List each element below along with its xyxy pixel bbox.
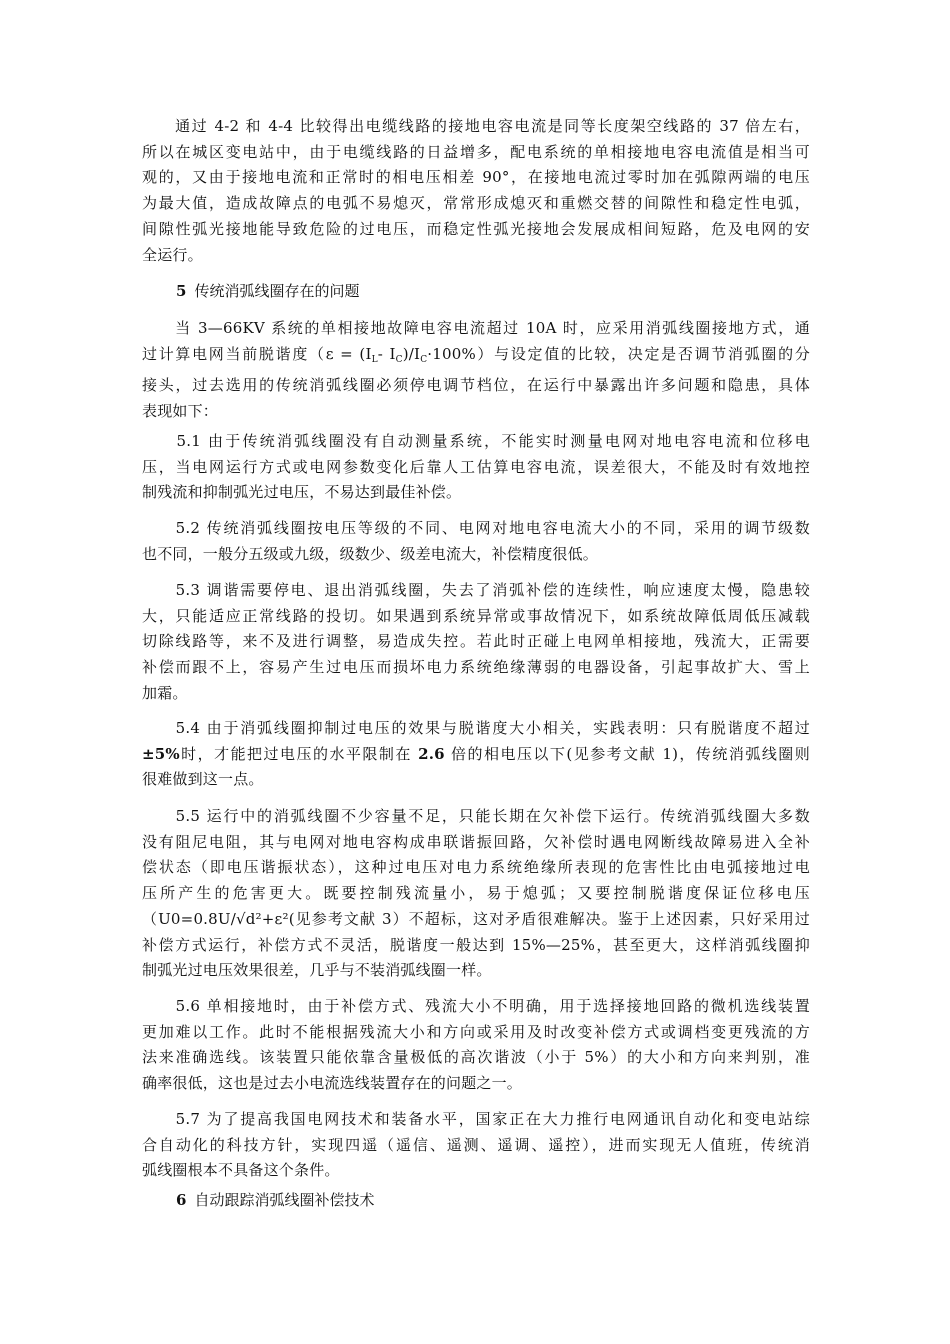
text-line: 补偿而跟不上，容易产生过电压而损坏电力系统绝缘薄弱的电器设备，引起事故扩大、雪上 [142,658,810,677]
section-heading-5 [176,279,359,303]
text-line: 观的，又由于接地电流和正常时的相电压相差 90°，在接地电流过零时加在弧隙两端的电压 [142,168,810,187]
text-line: 5.7 为了提高我国电网技术和装备水平，国家正在大力推行电网通讯自动化和变电站综 [142,1110,810,1128]
section-heading-6 [176,1188,374,1212]
text-line: 加霜。 [142,683,188,702]
text-line: 当 3—66KV 系统的单相接地故障电容电流超过 10A 时，应采用消弧线圈接地方式，通 [142,319,810,337]
text-line: 也不同，一般分五级或九级，级数少、级差电流大，补偿精度很低。 [142,544,599,563]
section-number: 6 [176,1191,187,1209]
text-line: 制弧光过电压效果很差，几乎与不装消弧线圈一样。 [142,961,492,980]
text-line: 5.4 由于消弧线圈抑制过电压的效果与脱谐度大小相关，实践表明：只有脱谐度不超过 [142,719,810,737]
text-line: 制残流和抑制弧光过电压，不易达到最佳补偿。 [142,483,462,502]
paragraph-5-6 [142,994,810,1097]
text-line: 更加难以工作。此时不能根据残流大小和方向或采用及时改变补偿方式或调档变更残流的方 [142,1022,810,1041]
text-line: 切除线路等，来不及进行调整，易造成失控。若此时正碰上电网单相接地，残流大，正需要 [142,632,810,651]
paragraph-5-2 [142,516,810,567]
paragraph-intro [142,114,810,268]
text-line: 5.1 由于传统消弧线圈没有自动测量系统，不能实时测量电网对地电容电流和位移电 [142,432,810,450]
text-line: 为最大值，造成故障点的电弧不易熄灭，常常形成熄灭和重燃交替的间隙性和稳定性电弧， [142,194,810,213]
text-line: 法来准确选线。该装置只能依靠含量极低的高次谐波（小于 5%）的大小和方向来判别，准 [142,1048,810,1067]
text-line: 没有阻尼电阻，其与电网对地电容构成串联谐振回路，欠补偿时遇电网断线故障易进入全补 [142,832,810,851]
text-line: 确率很低，这也是过去小电流选线装置存在的问题之一。 [142,1074,523,1093]
text-line: 很难做到这一点。 [142,770,264,789]
text-line: 通过 4-2 和 4-4 比较得出电缆线路的接地电容电流是同等长度架空线路的 37 倍左右， [142,117,810,135]
section-title: 自动跟踪消弧线圈补偿技术 [194,1191,375,1209]
paragraph-5-1 [142,429,810,506]
text-line: 补偿方式运行，补偿方式不灵活，脱谐度一般达到 15%—25%，甚至更大，这样消弧线圈抑 [142,935,810,954]
section-number: 5 [176,282,187,300]
text-line: 全运行。 [142,245,203,264]
paragraph-5-3 [142,578,810,707]
text-line: 5.5 运行中的消弧线圈不少容量不足，只能长期在欠补偿下运行。传统消弧线圈大多数 [142,807,810,825]
paragraph-5-4 [142,716,810,793]
text-line: 弧线圈根本不具备这个条件。 [142,1161,340,1180]
paragraph-5-5 [142,804,810,984]
text-line: 表现如下： [142,402,219,421]
text-line: 压所产生的危害更大。既要控制残流量小，易于熄弧；又要控制脱谐度保证位移电压 [142,884,810,903]
paragraph-detuning [142,316,810,425]
text-line: （U0=0.8U/√d²+ε²(见参考文献 3）不超标，这对矛盾很难解决。鉴于上述因素，只好采用过 [142,909,810,928]
text-line: 5.3 调谐需要停电、退出消弧线圈，失去了消弧补偿的连续性，响应速度太慢，隐患较 [142,581,810,599]
text-line: 压，当电网运行方式或电网参数变化后靠人工估算电容电流，误差很大，不能及时有效地控 [142,457,810,476]
formula-line: 过计算电网当前脱谐度（$\varepsilon = (I_L-$ $I_C)/I_C\cdot 100\%$）与设定值的比较，决定是否调节消弧圈的分 [142,344,810,365]
text-line: ±5%时，才能把过电压的水平限制在 2.6 倍的相电压以下(见参考文献 1)，传统消弧线圈则 [142,744,810,763]
text-line: 接头，过去选用的传统消弧线圈必须停电调节档位，在运行中暴露出许多问题和隐患，具体 [142,376,810,395]
text-line: 偿状态（即电压谐振状态），这种过电压对电力系统绝缘所表现的危害性比由电弧接地过电 [142,858,810,877]
text-line: 大，只能适应正常线路的投切。如果遇到系统异常或事故情况下，如系统故障低周低压减载 [142,606,810,625]
section-title: 传统消弧线圈存在的问题 [194,282,360,300]
text-line: 5.2 传统消弧线圈按电压等级的不同、电网对地电容电流大小的不同，采用的调节级数 [142,519,810,537]
text-line: 合自动化的科技方针，实现四遥（遥信、遥测、遥调、遥控），进而实现无人值班，传统消 [142,1135,810,1154]
text-line: 5.6 单相接地时，由于补偿方式、残流大小不明确，用于选择接地回路的微机选线装置 [142,997,810,1015]
paragraph-5-7 [142,1107,810,1184]
text-line: 间隙性弧光接地能导致危险的过电压，而稳定性弧光接地会发展成相间短路，危及电网的安 [142,219,810,238]
text-line: 所以在城区变电站中，由于电缆线路的日益增多，配电系统的单相接地电容电流值是相当可 [142,142,810,161]
